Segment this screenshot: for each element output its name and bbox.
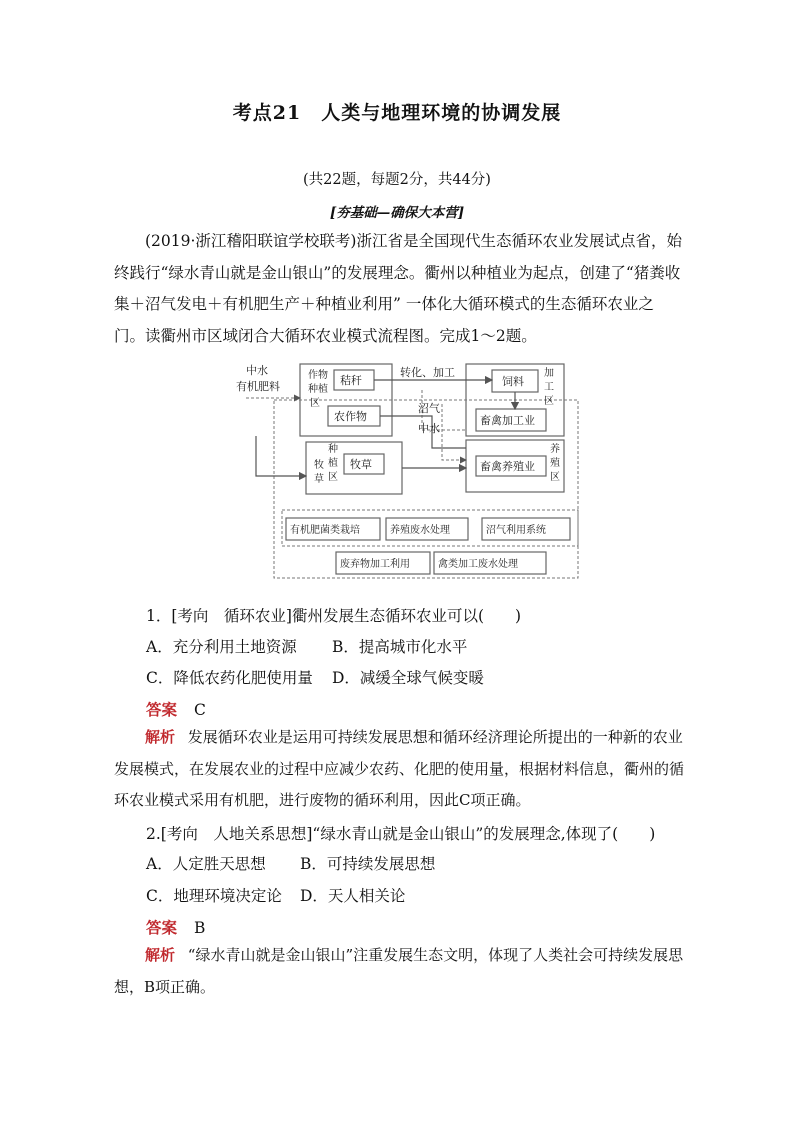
svg-text:殖: 殖	[550, 458, 560, 469]
question-1	[146, 604, 521, 626]
svg-text:禽类加工废水处理: 禽类加工废水处理	[438, 559, 518, 570]
svg-text:畜禽加工业: 畜禽加工业	[480, 414, 535, 427]
q1-option-c: C．降低农药化肥使用量	[146, 669, 313, 687]
svg-text:工: 工	[544, 382, 554, 393]
explanation-text: 发展循环农业是运用可持续发展思想和循环经济理论所提出的一种新的农业发展模式，在发展农业的过程中应减少农药、化肥的使用量，根据材料信息，衢州的循环农业模式采用有机肥，进行废物的循环利用，因此C项正确。	[114, 728, 685, 809]
explanation-label: 解析	[145, 946, 176, 964]
q1-answer	[146, 698, 206, 720]
svg-text:植: 植	[328, 458, 338, 469]
question-1-tag: 1．[考向 循环农业]	[146, 607, 292, 625]
explanation-label: 解析	[145, 728, 176, 746]
svg-text:养殖废水处理: 养殖废水处理	[390, 525, 450, 536]
svg-text:中水: 中水	[246, 364, 268, 377]
svg-text:中水: 中水	[418, 422, 440, 435]
q1-option-a: A．充分利用土地资源	[146, 638, 297, 656]
q1-explanation	[114, 722, 684, 817]
svg-text:沼气利用系统: 沼气利用系统	[486, 525, 546, 536]
q2-option-b: B．可持续发展思想	[300, 855, 436, 873]
circular-agriculture-diagram	[236, 360, 586, 585]
svg-text:区: 区	[550, 472, 560, 483]
page-title: 考点21 人类与地理环境的协调发展	[232, 102, 562, 124]
svg-text:草: 草	[314, 474, 324, 485]
svg-text:畜禽养殖业: 畜禽养殖业	[480, 460, 535, 473]
q2-option-c: C．地理环境决定论	[146, 887, 282, 905]
q1-option-d: D．减缓全球气候变暖	[332, 669, 484, 687]
svg-text:区: 区	[328, 472, 338, 483]
svg-text:种植: 种植	[308, 384, 328, 395]
answer-label: 答案	[146, 700, 178, 719]
question-2-tag: 2.[考向 人地关系思想]	[146, 825, 313, 843]
answer-label: 答案	[146, 918, 178, 937]
q2-answer	[146, 916, 205, 938]
score-note: (共22题，每题2分，共44分)	[303, 172, 491, 188]
answer-value: B	[193, 919, 206, 937]
q2-explanation	[114, 940, 684, 1003]
explanation-text: “绿水青山就是金山银山”注重发展生态文明，体现了人类社会可持续发展思想，B项正确。	[114, 946, 684, 996]
svg-text:牧: 牧	[314, 460, 324, 471]
intro-paragraph: (2019·浙江稽阳联谊学校联考)浙江省是全国现代生态循环农业发展试点省，始终践行“绿水青山就是金山银山”的发展理念。衢州以种植业为起点，创建了“猪粪收集＋沼气发电＋有机肥生产＋种植业利用” 一体化大循环模式的生态循环农业之门。读衢州市区域闭合大循环农业模式流程图。完成1～2题。	[114, 232, 682, 345]
svg-text:饲料: 饲料	[502, 375, 524, 388]
answer-value: C	[193, 701, 206, 719]
svg-text:有机肥料: 有机肥料	[236, 380, 280, 393]
q2-option-a: A．人定胜天思想	[146, 855, 266, 873]
svg-text:作物: 作物	[308, 370, 328, 381]
q2-option-d: D．天人相关论	[300, 887, 406, 905]
section-heading: [夯基础—确保大本营]	[329, 205, 465, 221]
svg-text:养: 养	[550, 444, 560, 455]
svg-text:有机肥菌类栽培: 有机肥菌类栽培	[290, 525, 360, 536]
svg-text:秸秆: 秸秆	[340, 374, 362, 387]
question-1-stem: 衢州发展生态循环农业可以( )	[291, 607, 522, 625]
svg-text:区: 区	[544, 396, 554, 407]
svg-text:牧草: 牧草	[350, 458, 372, 471]
svg-text:沼气: 沼气	[418, 402, 440, 415]
svg-text:转化、加工: 转化、加工	[400, 366, 455, 379]
question-2	[146, 822, 655, 844]
svg-text:农作物: 农作物	[334, 410, 367, 423]
svg-text:种: 种	[328, 444, 338, 455]
q1-option-b: B．提高城市化水平	[332, 638, 468, 656]
svg-text:加: 加	[544, 368, 554, 379]
svg-text:废弃物加工利用: 废弃物加工利用	[340, 559, 410, 570]
svg-text:区: 区	[310, 398, 320, 409]
question-2-stem: “绿水青山就是金山银山”的发展理念,体现了( )	[312, 825, 656, 843]
